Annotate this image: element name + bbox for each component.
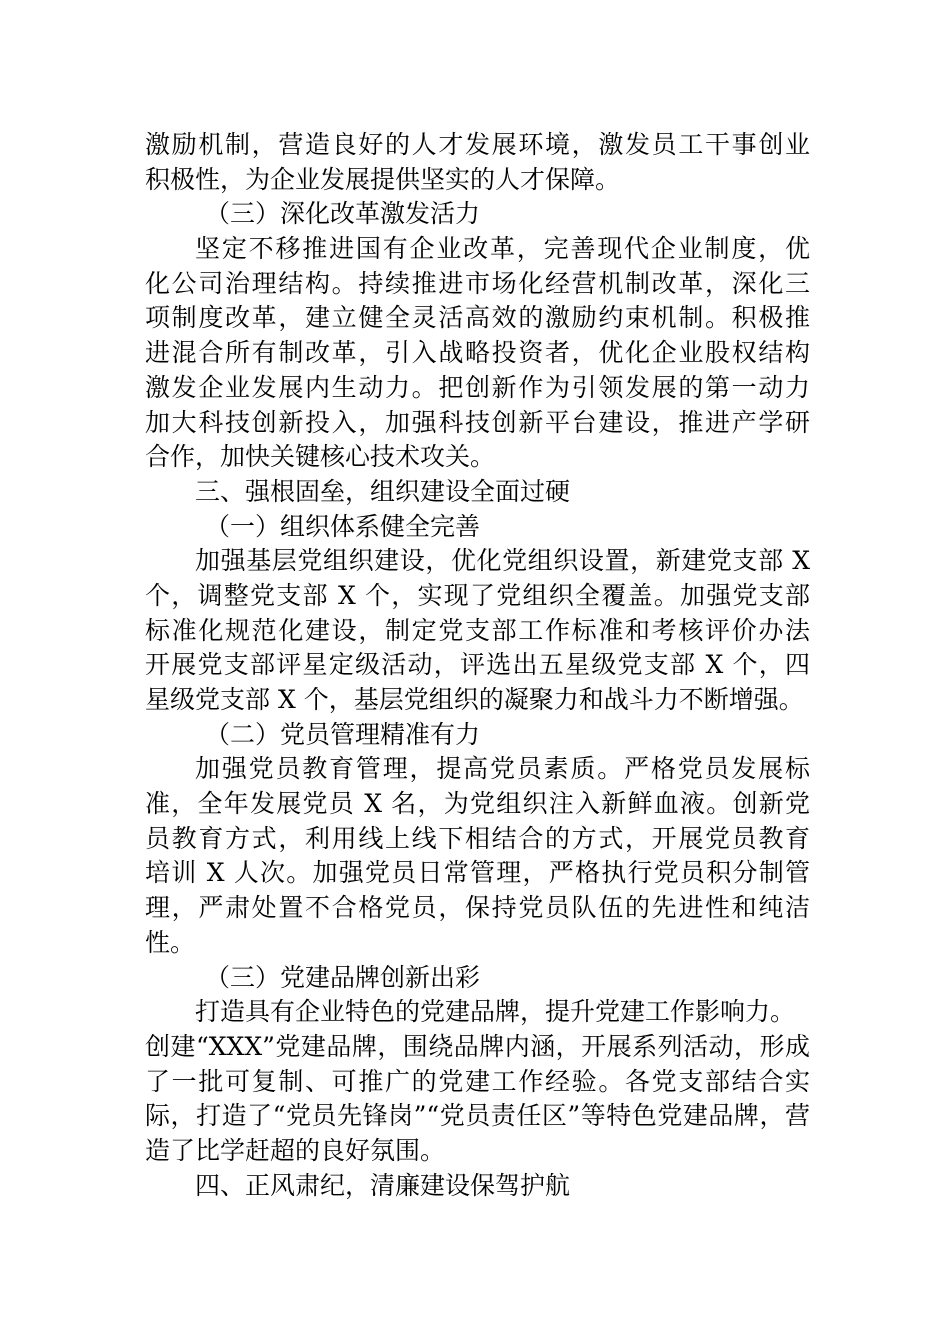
- text-line: 开展党支部评星定级活动，评选出五星级党支部 X 个，四: [145, 650, 810, 680]
- text-line: 合作，加快关键核心技术攻关。: [145, 442, 496, 472]
- section-heading: 四、正风肃纪，清廉建设保驾护航: [195, 1170, 571, 1200]
- text-line: 标准化规范化建设，制定党支部工作标准和考核评价办法: [145, 615, 810, 645]
- text-line: 积极性，为企业发展提供坚实的人才保障。: [145, 164, 621, 194]
- text-line: 创建“XXX”党建品牌，围绕品牌内涵，开展系列活动，形成: [145, 1031, 810, 1061]
- text-line: 了一批可复制、可推广的党建工作经验。各党支部结合实: [145, 1066, 810, 1096]
- subsection-heading: （一）组织体系健全完善: [205, 511, 481, 541]
- section-heading: 三、强根固垒，组织建设全面过硬: [195, 476, 571, 506]
- text-line: 个，调整党支部 X 个，实现了党组织全覆盖。加强党支部: [145, 580, 810, 610]
- text-line: 化公司治理结构。持续推进市场化经营机制改革，深化三: [145, 268, 810, 298]
- text-line: 造了比学赶超的良好氛围。: [145, 1135, 446, 1165]
- text-line: 激励机制，营造良好的人才发展环境，激发员工干事创业: [145, 130, 810, 159]
- text-line: 培训 X 人次。加强党员日常管理，严格执行党员积分制管: [145, 858, 810, 888]
- text-line: 性。: [145, 927, 196, 957]
- text-line: 加大科技创新投入，加强科技创新平台建设，推进产学研: [145, 407, 810, 437]
- text-line: 进混合所有制改革，引入战略投资者，优化企业股权结构: [145, 338, 810, 368]
- text-line: 员教育方式，利用线上线下相结合的方式，开展党员教育: [145, 823, 810, 853]
- text-line: 星级党支部 X 个，基层党组织的凝聚力和战斗力不断增强。: [145, 685, 804, 714]
- text-line: 理，严肃处置不合格党员，保持党员队伍的先进性和纯洁: [145, 893, 810, 923]
- text-line: 激发企业发展内生动力。把创新作为引领发展的第一动力: [145, 372, 810, 402]
- text-line: 际，打造了“党员先锋岗”“党员责任区”等特色党建品牌，营: [145, 1101, 810, 1131]
- paragraph-first-line: 加强基层党组织建设，优化党组织设置，新建党支部 X: [195, 546, 810, 576]
- text-line: 项制度改革，建立健全灵活高效的激励约束机制。积极推: [145, 303, 810, 333]
- text-line: 准，全年发展党员 X 名，为党组织注入新鲜血液。创新党: [145, 789, 810, 819]
- document-body: [145, 128, 810, 1203]
- subsection-heading: （三）党建品牌创新出彩: [205, 962, 481, 992]
- paragraph-first-line: 坚定不移推进国有企业改革，完善现代企业制度，优: [195, 234, 810, 264]
- subsection-heading: （二）党员管理精准有力: [205, 719, 481, 749]
- subsection-heading: （三）深化改革激发活力: [205, 199, 481, 229]
- paragraph-first-line: 加强党员教育管理，提高党员素质。严格党员发展标: [195, 754, 810, 784]
- paragraph-first-line: 打造具有企业特色的党建品牌，提升党建工作影响力。: [195, 997, 796, 1027]
